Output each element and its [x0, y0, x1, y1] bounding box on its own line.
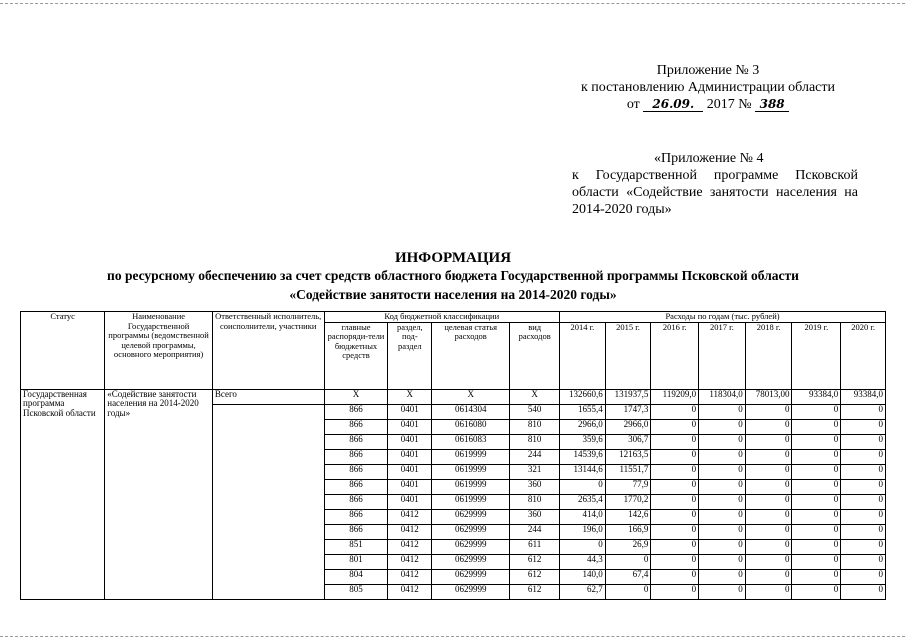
- header-year-2015: 2015 г.: [605, 322, 651, 389]
- cell-y2019: 0: [792, 419, 841, 434]
- cell-y2019: 0: [792, 584, 841, 599]
- cell-target: 0629999: [432, 569, 510, 584]
- cell-target: 0629999: [432, 509, 510, 524]
- cell-y2020: 0: [841, 464, 886, 479]
- scan-edge-bottom: [0, 636, 905, 637]
- cell-y2017: 0: [699, 524, 746, 539]
- handwritten-number: 388: [755, 97, 789, 112]
- cell-y2015: 1747,3: [605, 404, 651, 419]
- scan-edge-top: [0, 3, 905, 4]
- cell-y2020: 0: [841, 419, 886, 434]
- cell-status: Государственная программа Псковской области: [21, 389, 105, 599]
- document-subtitle: по ресурсному обеспечению за счет средств областного бюджета Государственной программы Псковской области: [107, 268, 799, 283]
- cell-y2017: 0: [699, 569, 746, 584]
- cell-y2015: 2966,0: [605, 419, 651, 434]
- cell-y2018: 0: [745, 494, 792, 509]
- cell-y2019: 0: [792, 569, 841, 584]
- cell-y2016: 0: [651, 449, 699, 464]
- cell-y2018: 0: [745, 404, 792, 419]
- cell-target: 0616083: [432, 434, 510, 449]
- cell-y2016: 0: [651, 434, 699, 449]
- cell-target: 0629999: [432, 524, 510, 539]
- cell-y2019: 0: [792, 449, 841, 464]
- appendix-3-ref: к постановлению Администрации области: [581, 80, 835, 95]
- cell-y2018: 0: [745, 554, 792, 569]
- cell-responsible: Всего: [212, 389, 324, 404]
- cell-program-name: «Содействие занятости населения на 2014-2020 годы»: [105, 389, 213, 599]
- cell-kind: 612: [510, 569, 560, 584]
- cell-section: X: [388, 389, 432, 404]
- cell-kind: X: [510, 389, 560, 404]
- cell-kind: 360: [510, 509, 560, 524]
- cell-y2016: 0: [651, 494, 699, 509]
- header-expenses: Расходы по годам (тыс. рублей): [560, 312, 886, 323]
- cell-responsible-empty: [212, 404, 324, 599]
- table-row: [21, 389, 886, 404]
- header-kind: вид расходов: [510, 322, 560, 389]
- cell-y2015: 0: [605, 584, 651, 599]
- year-number-label: 2017 №: [706, 97, 752, 112]
- cell-y2019: 93384,0: [792, 389, 841, 404]
- cell-y2014: 1655,4: [560, 404, 606, 419]
- cell-target: 0619999: [432, 449, 510, 464]
- cell-y2017: 0: [699, 509, 746, 524]
- cell-y2016: 0: [651, 539, 699, 554]
- cell-y2020: 0: [841, 524, 886, 539]
- cell-y2016: 119209,0: [651, 389, 699, 404]
- cell-y2014: 2635,4: [560, 494, 606, 509]
- appendix-3-title: Приложение № 3: [656, 63, 760, 78]
- cell-kind: 611: [510, 539, 560, 554]
- cell-y2020: 0: [841, 584, 886, 599]
- date-prefix: от: [626, 97, 640, 112]
- header-grbs: главные распоряди-тели бюджетных средств: [324, 322, 388, 389]
- cell-grbs: X: [324, 389, 388, 404]
- cell-target: 0616080: [432, 419, 510, 434]
- cell-section: 0401: [388, 434, 432, 449]
- cell-section: 0401: [388, 449, 432, 464]
- cell-y2018: 0: [745, 464, 792, 479]
- cell-y2015: 0: [605, 554, 651, 569]
- header-year-2018: 2018 г.: [745, 322, 792, 389]
- cell-y2018: 0: [745, 524, 792, 539]
- cell-y2020: 0: [841, 479, 886, 494]
- cell-y2014: 0: [560, 479, 606, 494]
- document-program-name: «Содействие занятости населения на 2014-2020 годы»: [289, 287, 617, 302]
- cell-y2014: 44,3: [560, 554, 606, 569]
- cell-y2015: 11551,7: [605, 464, 651, 479]
- cell-grbs: 866: [324, 449, 388, 464]
- cell-target: 0619999: [432, 494, 510, 509]
- cell-y2020: 0: [841, 554, 886, 569]
- cell-grbs: 866: [324, 509, 388, 524]
- cell-y2019: 0: [792, 479, 841, 494]
- cell-kind: 810: [510, 434, 560, 449]
- cell-y2017: 0: [699, 554, 746, 569]
- cell-y2017: 0: [699, 584, 746, 599]
- cell-y2016: 0: [651, 464, 699, 479]
- cell-y2017: 0: [699, 494, 746, 509]
- cell-y2014: 62,7: [560, 584, 606, 599]
- header-responsible: Ответственный исполнитель, соисполнители, участники: [212, 312, 324, 390]
- cell-y2018: 78013,00: [745, 389, 792, 404]
- cell-target: X: [432, 389, 510, 404]
- cell-y2017: 0: [699, 479, 746, 494]
- cell-y2018: 0: [745, 569, 792, 584]
- cell-y2017: 0: [699, 449, 746, 464]
- document-title: ИНФОРМАЦИЯ: [394, 250, 512, 266]
- appendix-4-title: «Приложение № 4: [654, 151, 764, 166]
- cell-y2015: 67,4: [605, 569, 651, 584]
- cell-y2014: 140,0: [560, 569, 606, 584]
- cell-y2017: 0: [699, 404, 746, 419]
- cell-kind: 810: [510, 494, 560, 509]
- appendix-3-block: [560, 62, 856, 113]
- cell-section: 0401: [388, 494, 432, 509]
- cell-target: 0629999: [432, 539, 510, 554]
- cell-grbs: 866: [324, 464, 388, 479]
- cell-section: 0401: [388, 464, 432, 479]
- appendix-4-block: [572, 150, 858, 218]
- header-year-2019: 2019 г.: [792, 322, 841, 389]
- cell-y2020: 0: [841, 449, 886, 464]
- appendix-4-body: к Государственной программе Псковской области «Содействие занятости населения на 2014-2020 годы»: [572, 168, 858, 217]
- cell-y2018: 0: [745, 479, 792, 494]
- cell-y2020: 0: [841, 494, 886, 509]
- cell-grbs: 866: [324, 434, 388, 449]
- cell-section: 0401: [388, 419, 432, 434]
- cell-y2015: 131937,5: [605, 389, 651, 404]
- cell-y2016: 0: [651, 569, 699, 584]
- cell-kind: 810: [510, 419, 560, 434]
- cell-y2020: 0: [841, 509, 886, 524]
- cell-y2017: 0: [699, 434, 746, 449]
- cell-y2018: 0: [745, 584, 792, 599]
- cell-kind: 244: [510, 449, 560, 464]
- appendix-3-date-row: [560, 96, 856, 113]
- cell-y2018: 0: [745, 509, 792, 524]
- cell-y2018: 0: [745, 449, 792, 464]
- cell-y2019: 0: [792, 434, 841, 449]
- header-year-2017: 2017 г.: [699, 322, 746, 389]
- cell-y2014: 132660,6: [560, 389, 606, 404]
- cell-y2016: 0: [651, 524, 699, 539]
- header-section: раздел, под-раздел: [388, 322, 432, 389]
- header-status: Статус: [21, 312, 105, 390]
- resource-table: [20, 311, 886, 600]
- cell-y2014: 196,0: [560, 524, 606, 539]
- header-year-2016: 2016 г.: [651, 322, 699, 389]
- cell-y2015: 26,9: [605, 539, 651, 554]
- cell-y2015: 1770,2: [605, 494, 651, 509]
- cell-y2014: 14539,6: [560, 449, 606, 464]
- cell-grbs: 801: [324, 554, 388, 569]
- cell-kind: 612: [510, 584, 560, 599]
- cell-y2014: 359,6: [560, 434, 606, 449]
- cell-y2019: 0: [792, 554, 841, 569]
- cell-section: 0412: [388, 569, 432, 584]
- cell-section: 0412: [388, 509, 432, 524]
- header-budget-code: Код бюджетной классификации: [324, 312, 560, 323]
- cell-grbs: 805: [324, 584, 388, 599]
- cell-y2015: 166,9: [605, 524, 651, 539]
- cell-grbs: 804: [324, 569, 388, 584]
- header-year-2014: 2014 г.: [560, 322, 606, 389]
- cell-y2020: 0: [841, 404, 886, 419]
- handwritten-date: 26.09.: [643, 97, 703, 112]
- cell-y2017: 118304,0: [699, 389, 746, 404]
- cell-y2015: 12163,5: [605, 449, 651, 464]
- cell-target: 0619999: [432, 479, 510, 494]
- cell-kind: 540: [510, 404, 560, 419]
- cell-kind: 360: [510, 479, 560, 494]
- cell-grbs: 866: [324, 494, 388, 509]
- cell-kind: 244: [510, 524, 560, 539]
- cell-y2014: 13144,6: [560, 464, 606, 479]
- cell-kind: 321: [510, 464, 560, 479]
- cell-y2019: 0: [792, 509, 841, 524]
- cell-section: 0401: [388, 404, 432, 419]
- header-year-2020: 2020 г.: [841, 322, 886, 389]
- cell-target: 0614304: [432, 404, 510, 419]
- cell-y2020: 0: [841, 539, 886, 554]
- cell-y2018: 0: [745, 419, 792, 434]
- cell-y2016: 0: [651, 584, 699, 599]
- cell-y2019: 0: [792, 404, 841, 419]
- cell-y2015: 142,6: [605, 509, 651, 524]
- header-name: Наименование Государственной программы (ведомственной целевой программы, основного мероприятия): [105, 312, 213, 390]
- cell-y2020: 0: [841, 434, 886, 449]
- cell-y2019: 0: [792, 524, 841, 539]
- cell-grbs: 851: [324, 539, 388, 554]
- cell-y2016: 0: [651, 509, 699, 524]
- cell-y2015: 306,7: [605, 434, 651, 449]
- cell-y2017: 0: [699, 539, 746, 554]
- cell-grbs: 866: [324, 419, 388, 434]
- cell-section: 0412: [388, 524, 432, 539]
- cell-y2020: 0: [841, 569, 886, 584]
- cell-y2016: 0: [651, 554, 699, 569]
- cell-y2014: 0: [560, 539, 606, 554]
- cell-y2019: 0: [792, 539, 841, 554]
- cell-section: 0412: [388, 584, 432, 599]
- cell-y2019: 0: [792, 494, 841, 509]
- cell-y2018: 0: [745, 434, 792, 449]
- cell-y2014: 2966,0: [560, 419, 606, 434]
- header-target: целевая статья расходов: [432, 322, 510, 389]
- cell-y2016: 0: [651, 419, 699, 434]
- cell-y2020: 93384,0: [841, 389, 886, 404]
- cell-section: 0401: [388, 479, 432, 494]
- cell-y2017: 0: [699, 464, 746, 479]
- cell-y2014: 414,0: [560, 509, 606, 524]
- cell-grbs: 866: [324, 404, 388, 419]
- cell-section: 0412: [388, 539, 432, 554]
- cell-section: 0412: [388, 554, 432, 569]
- cell-target: 0629999: [432, 554, 510, 569]
- cell-grbs: 866: [324, 524, 388, 539]
- cell-y2016: 0: [651, 404, 699, 419]
- cell-y2016: 0: [651, 479, 699, 494]
- cell-y2015: 77,9: [605, 479, 651, 494]
- cell-grbs: 866: [324, 479, 388, 494]
- cell-y2019: 0: [792, 464, 841, 479]
- cell-y2018: 0: [745, 539, 792, 554]
- cell-target: 0619999: [432, 464, 510, 479]
- cell-target: 0629999: [432, 584, 510, 599]
- cell-kind: 612: [510, 554, 560, 569]
- cell-y2017: 0: [699, 419, 746, 434]
- table-body: [21, 389, 886, 599]
